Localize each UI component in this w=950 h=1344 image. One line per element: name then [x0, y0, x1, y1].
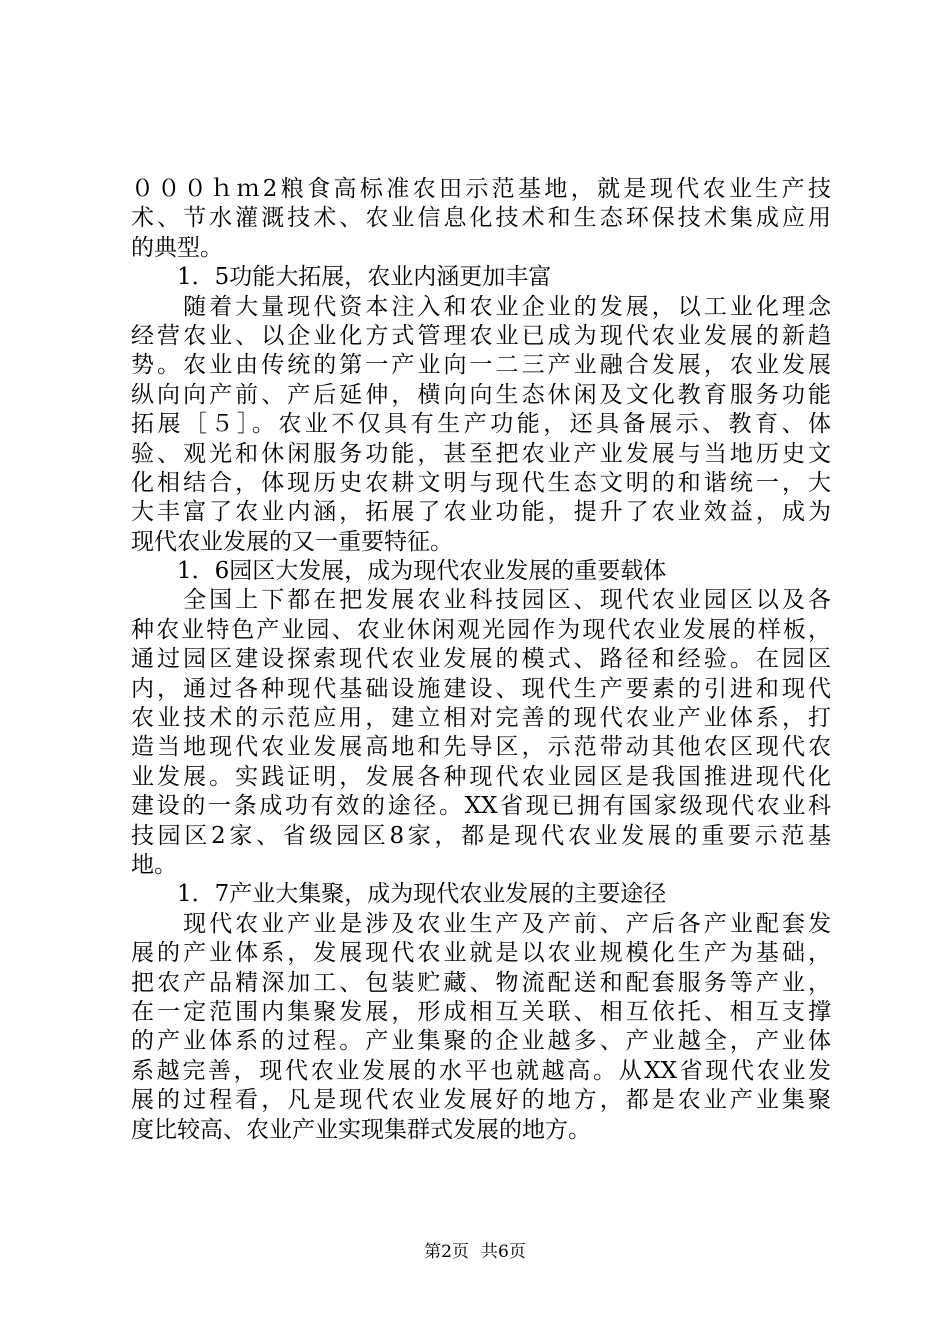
text-line: 随着大量现代资本注入和农业企业的发展，以工业化理念	[131, 293, 831, 320]
text-line: 展的产业体系，发展现代农业就是以农业规模化生产为基础，	[131, 940, 831, 967]
text-line: 现代农业发展的又一重要特征。	[131, 528, 453, 555]
text-line: 内，通过各种现代基础设施建设、现代生产要素的引进和现代	[131, 675, 831, 702]
text-line: 化相结合，体现历史农耕文明与现代生态文明的和谐统一，大	[131, 469, 831, 496]
text-line: 在一定范围内集聚发展，形成相互关联、相互依托、相互支撑	[131, 998, 831, 1025]
text-line: ０００ｈｍ2粮食高标准农田示范基地，就是现代农业生产技	[131, 176, 831, 202]
text-line: 1．6园区大发展，成为现代农业发展的重要载体	[131, 558, 667, 585]
text-line: 展的过程看，凡是现代农业发展好的地方，都是农业产业集聚	[131, 1087, 831, 1114]
text-line: 的产业体系的过程。产业集聚的企业越多、产业越全，产业体	[131, 1028, 831, 1055]
text-line: 1．5功能大拓展，农业内涵更加丰富	[131, 264, 552, 291]
page-total: 共6页	[481, 1242, 526, 1262]
text-line: 种农业特色产业园、农业休闲观光园作为现代农业发展的样板，	[131, 616, 831, 643]
text-line: 大丰富了农业内涵，拓展了农业功能，提升了农业效益，成为	[131, 499, 831, 526]
text-line: 业发展。实践证明，发展各种现代农业园区是我国推进现代化	[131, 763, 831, 790]
text-line: 的典型。	[131, 234, 223, 261]
text-line: 经营农业、以企业化方式管理农业已成为现代农业发展的新趋	[131, 322, 831, 349]
text-line: 地。	[131, 851, 177, 878]
text-line: 验、观光和休闲服务功能，甚至把农业产业发展与当地历史文	[131, 440, 831, 467]
text-line: 拓展［５］。农业不仅具有生产功能，还具备展示、教育、体	[131, 411, 831, 438]
page-footer	[0, 1241, 950, 1263]
text-line: 度比较高、农业产业实现集群式发展的地方。	[131, 1116, 591, 1143]
text-line: 农业技术的示范应用，建立相对完善的现代农业产业体系，打	[131, 705, 831, 732]
text-line: 造当地现代农业发展高地和先导区，示范带动其他农区现代农	[131, 734, 831, 761]
text-line: 把农产品精深加工、包装贮藏、物流配送和配套服务等产业，	[131, 969, 831, 996]
text-line: 技园区2家、省级园区8家，都是现代农业发展的重要示范基	[131, 822, 831, 849]
text-line: 势。农业由传统的第一产业向一二三产业融合发展，农业发展	[131, 352, 831, 379]
text-line: 1．7产业大集聚，成为现代农业发展的主要途径	[131, 881, 667, 908]
text-line: 系越完善，现代农业发展的水平也就越高。从XX省现代农业发	[131, 1057, 831, 1084]
text-line: 全国上下都在把发展农业科技园区、现代农业园区以及各	[131, 587, 831, 614]
text-line: 现代农业产业是涉及农业生产及产前、产后各产业配套发	[131, 910, 831, 937]
text-line: 术、节水灌溉技术、农业信息化技术和生态环保技术集成应用	[131, 205, 831, 232]
text-line: 纵向向产前、产后延伸，横向向生态休闲及文化教育服务功能	[131, 381, 831, 408]
text-line: 通过园区建设探索现代农业发展的模式、路径和经验。在园区	[131, 646, 831, 673]
text-line: 建设的一条成功有效的途径。XX省现已拥有国家级现代农业科	[131, 793, 831, 820]
document-body	[131, 175, 831, 1145]
page-number: 第2页	[424, 1242, 469, 1262]
